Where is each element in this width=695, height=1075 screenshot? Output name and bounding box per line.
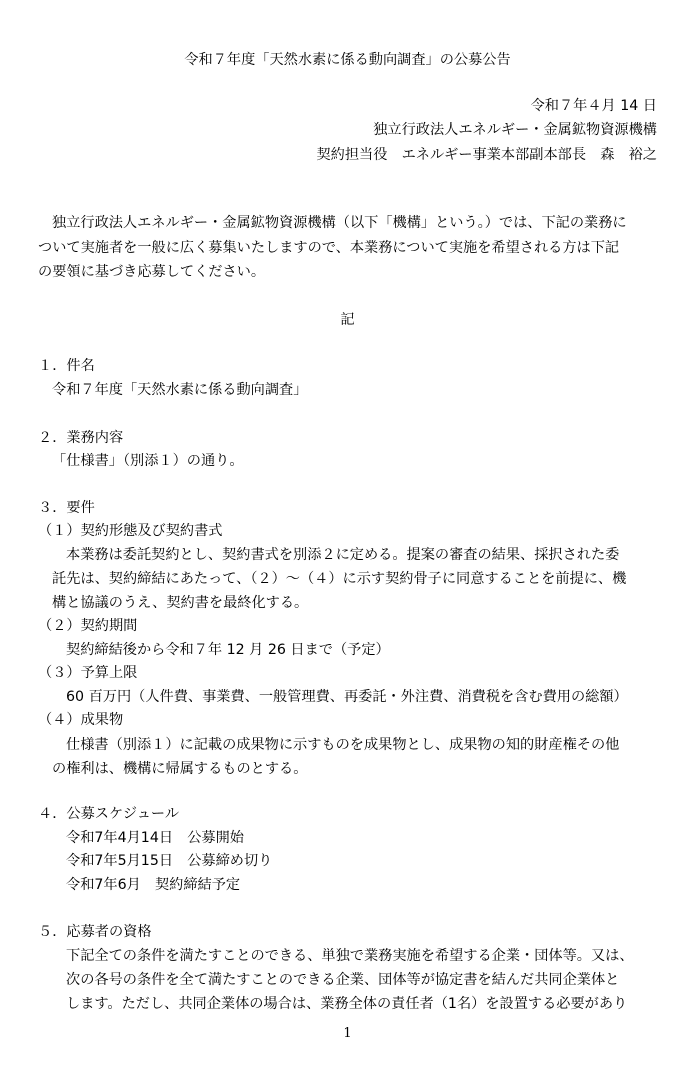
section-3-2-body: 契約締結後から令和７年 12 月 26 日まで（予定） — [66, 642, 390, 658]
section-3-1-line-2: 託先は、契約締結にあたって、（２）～（４）に示す契約骨子に同意することを前提に、機 — [52, 571, 627, 587]
section-2-body: 「仕様書」（別添１）の通り。 — [52, 453, 244, 469]
section-3-1-line-3: 構と協議のうえ、契約書を最終化する。 — [52, 595, 309, 611]
section-4-heading: ４．公募スケジュール — [38, 806, 180, 822]
section-3-4-heading: （４）成果物 — [38, 712, 124, 728]
schedule-item-2: 令和7年5月15日 公募締め切り — [66, 853, 273, 869]
section-3-4-line-2: の権利は、機構に帰属するものとする。 — [52, 761, 308, 777]
ki-heading: 記 — [340, 312, 355, 328]
document-title: 令和７年度「天然水素に係る動向調査」の公募公告 — [184, 52, 511, 68]
section-3-3-heading: （３）予算上限 — [38, 665, 138, 681]
section-1-body: 令和７年度「天然水素に係る動向調査」 — [52, 382, 308, 398]
section-2-heading: ２．業務内容 — [38, 430, 124, 446]
section-3-1-line-1: 本業務は委託契約とし、契約書式を別添２に定める。提案の審査の結果、採択された委 — [66, 547, 620, 563]
section-3-heading: ３．要件 — [38, 500, 95, 516]
section-5-heading: ５．応募者の資格 — [38, 924, 152, 940]
issue-date: 令和７年４月 14 日 — [530, 98, 657, 114]
section-5-line-2: 次の各号の条件を全て満たすことのできる企業、団体等が協定書を結んだ共同企業体と — [66, 972, 620, 988]
section-3-4-line-1: 仕様書（別添１）に記載の成果物に示すものを成果物とし、成果物の知的財産権その他 — [66, 737, 620, 753]
section-3-3-body: 60 百万円（人件費、事業費、一般管理費、再委託・外注費、消費税を含む費用の総額） — [66, 689, 628, 705]
issuing-organization: 独立行政法人エネルギー・金属鉱物資源機構 — [373, 122, 657, 138]
intro-line-1: 独立行政法人エネルギー・金属鉱物資源機構（以下「機構」という。）では、下記の業務に — [52, 215, 627, 231]
section-1-heading: １．件名 — [38, 358, 95, 374]
page-number: 1 — [343, 1026, 352, 1041]
section-5-line-3: します。ただし、共同企業体の場合は、業務全体の責任者（1名）を設置する必要があり — [66, 996, 628, 1012]
schedule-item-3: 令和7年6月 契約締結予定 — [66, 877, 241, 893]
section-5-line-1: 下記全ての条件を満たすことのできる、単独で業務実施を希望する企業・団体等。又は、 — [66, 948, 634, 964]
signatory: 契約担当役 エネルギー事業本部副本部長 森 裕之 — [316, 147, 657, 163]
intro-line-3: の要領に基づき応募してください。 — [38, 264, 266, 280]
section-3-1-heading: （１）契約形態及び契約書式 — [38, 523, 223, 539]
intro-line-2: ついて実施者を一般に広く募集いたしますので、本業務について実施を希望される方は下記 — [38, 240, 620, 256]
section-3-2-heading: （２）契約期間 — [38, 618, 138, 634]
schedule-item-1: 令和7年4月14日 公募開始 — [66, 830, 244, 846]
